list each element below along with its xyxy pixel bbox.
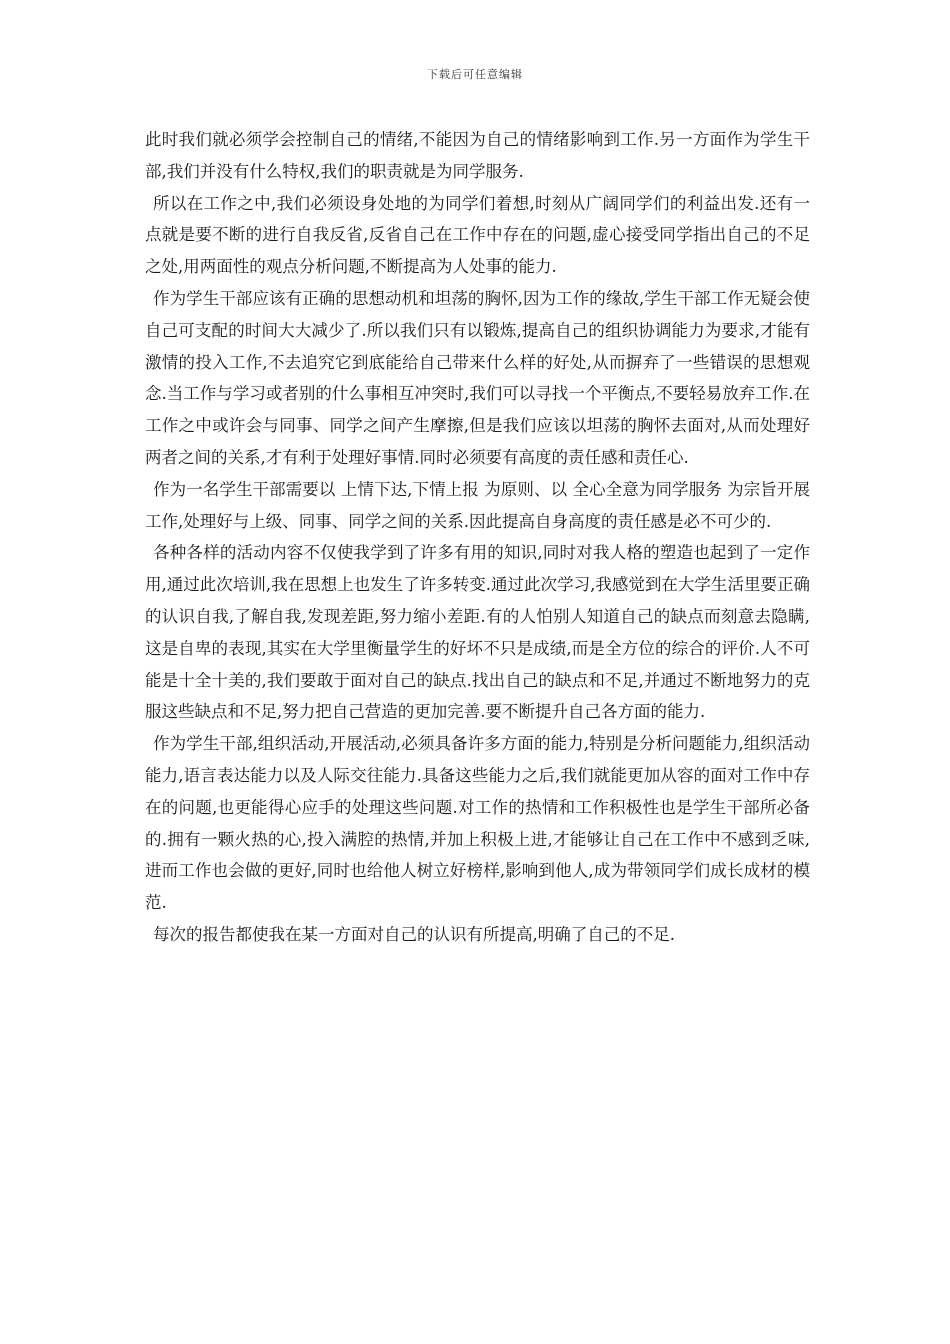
paragraph: 此时我们就必须学会控制自己的情绪,不能因为自己的情绪影响到工作.另一方面作为学生干部,我们并没有什么特权,我们的职责就是为同学服务. [145,130,810,181]
paragraph: 各种各样的活动内容不仅使我学到了许多有用的知识,同时对我人格的塑造也起到了一定作用,通过此次培训,我在思想上也发生了许多转变.通过此次学习,我感觉到在大学生活里要正确的认识自我,了解自我,发现差距,努力缩小差距.有的人怕别人知道自己的缺点而刻意去隐瞒,这是自卑的表现,其实在大学里衡量学生的好坏不只是成绩,而是全方位的综合的评价.人不可能是十全十美的,我们要敢于面对自己的缺点.找出自己的缺点和不足,并通过不断地努力的克服这些缺点和不足,努力把自己营造的更加完善.要不断提升自己各方面的能力. [145,543,810,722]
paragraph: 作为学生干部应该有正确的思想动机和坦荡的胸怀,因为工作的缘故,学生干部工作无疑会使自己可支配的时间大大减少了.所以我们只有以锻炼,提高自己的组织协调能力为要求,才能有激情的投入工作,不去追究它到底能给自己带来什么样的好处,从而摒弃了一些错误的思想观念.当工作与学习或者别的什么事相互冲突时,我们可以寻找一个平衡点,不要轻易放弃工作.在工作之中或许会与同事、同学之间产生摩擦,但是我们应该以坦荡的胸怀去面对,从而处理好两者之间的关系,才有利于处理好事情.同时必须要有高度的责任感和责任心. [145,288,810,467]
paragraph: 所以在工作之中,我们必须设身处地的为同学们着想,时刻从广阔同学们的利益出发.还有一点就是要不断的进行自我反省,反省自己在工作中存在的问题,虚心接受同学指出自己的不足之处,用两面性的观点分析问题,不断提高为人处事的能力. [145,193,810,277]
header-note: 下载后可任意编辑 [427,68,523,81]
paragraph: 作为学生干部,组织活动,开展活动,必须具备许多方面的能力,特别是分析问题能力,组织活动能力,语言表达能力以及人际交往能力.具备这些能力之后,我们就能更加从容的面对工作中存在的问题,也更能得心应手的处理这些问题.对工作的热情和工作积极性也是学生干部所必备的.拥有一颗火热的心,投入满腔的热情,并加上积极上进,才能够让自己在工作中不感到乏味,进而工作也会做的更好,同时也给他人树立好榜样,影响到他人,成为带领同学们成长成材的模范. [145,734,810,913]
paragraph: 每次的报告都使我在某一方面对自己的认识有所提高,明确了自己的不足. [153,924,675,944]
document-body [145,124,810,951]
paragraph: 作为一名学生干部需要以 上情下达,下情上报 为原则、以 全心全意为同学服务 为宗旨开展工作,处理好与上级、同事、同学之间的关系.因此提高自身高度的责任感是必不可少的. [145,479,810,531]
